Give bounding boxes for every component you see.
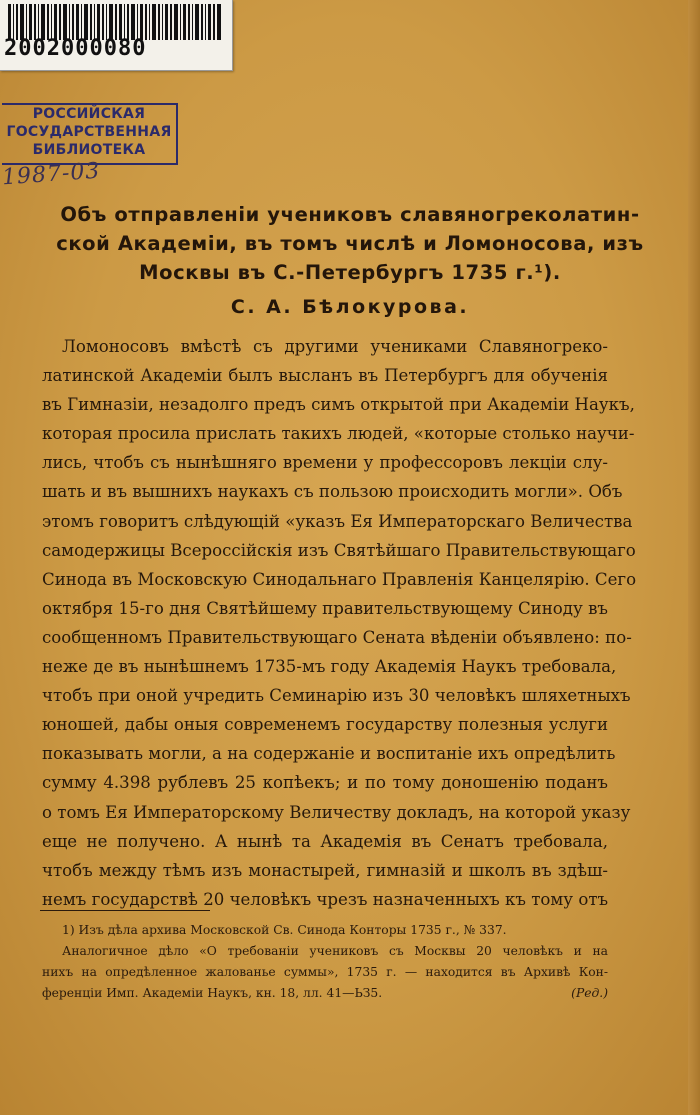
body-line: самодержицы Всероссійскія изъ Святѣйшаго Правительствующаго [42, 540, 636, 560]
barcode-number: 2002000080 [4, 36, 147, 61]
article-title [40, 200, 660, 287]
footnote-last-line [42, 983, 608, 1004]
barcode-icon [8, 4, 222, 40]
footnote-line: Аналогичное дѣло «О требованіи учениковъ съ Москвы 20 человѣкъ и на [62, 944, 608, 958]
body-line: шать и въ вышнихъ наукахъ съ пользою происходить могли». Объ [42, 482, 623, 502]
footnote-line: 1) Изъ дѣла архива Московской Св. Синода Конторы 1735 г., № 337. [62, 923, 507, 937]
body-line: еще не получено. А нынѣ та Академія въ Сенатъ требовала, [42, 831, 608, 851]
body-line: о томъ Ея Императорскому Величеству докладъ, на которой указу [42, 802, 631, 822]
body-line: чтобъ между тѣмъ изъ монастырей, гимназій и школъ въ здѣш- [42, 860, 608, 880]
page-edge [688, 0, 700, 1115]
library-stamp [2, 103, 178, 165]
body-line: которая просила прислать такихъ людей, «которые столько научи- [42, 424, 635, 444]
body-line: юношей, дабы оныя современемъ государству полезныя услуги [42, 715, 608, 735]
handwritten-note: 1987-03 [1, 158, 102, 191]
body-line: чтобъ при оной учредить Семинарію изъ 30 человѣкъ шляхетныхъ [42, 686, 631, 706]
body-line: сообщенномъ Правительствующаго Сената вѣденіи объявлено: по- [42, 627, 632, 647]
footnotes [42, 920, 608, 1004]
body-line: сумму 4.398 рублевъ 25 копѣекъ; и по тому доношенію поданъ [42, 773, 608, 793]
body-line: въ Гимназіи, незадолго предъ симъ открытой при Академіи Наукъ, [42, 395, 635, 415]
body-line: показывать могли, а на содержаніе и воспитаніе ихъ опредѣлить [42, 744, 616, 764]
body-line: немъ государствѣ 20 человѣкъ чрезъ назначенныхъ къ тому отъ [42, 889, 609, 909]
body-line: Ломоносовъ вмѣстѣ съ другими учениками Славяногреко- [62, 337, 608, 356]
stamp-line: РОССИЙСКАЯ [32, 106, 146, 122]
title-line: Объ отправленіи учениковъ славяногреколатин- [60, 203, 640, 226]
body-line: лись, чтобъ съ нынѣшняго времени у профессоровъ лекціи слу- [42, 453, 608, 473]
editor-note: (Ред.) [571, 986, 608, 1000]
footnote-line: нихъ на опредѣленное жалованье суммы», 1735 г. — находится въ Архивѣ Кон- [42, 965, 608, 979]
title-line: Москвы въ С.-Петербургъ 1735 г.¹). [139, 261, 561, 284]
body-line: латинской Академіи былъ высланъ въ Петербургъ для обученія [42, 366, 608, 386]
body-line: этомъ говоритъ слѣдующій «указъ Ея Императорскаго Величества [42, 511, 633, 531]
stamp-line: БИБЛИОТЕКА [32, 142, 146, 158]
body-line: Синода въ Московскую Синодальнаго Правленія Канцелярію. Сего [42, 569, 637, 589]
barcode-label [0, 0, 233, 71]
footnote-line: ференціи Имп. Академіи Наукъ, кн. 18, лл. 41—ЬЗ5. [42, 986, 383, 1000]
stamp-line: ГОСУДАРСТВЕННАЯ [6, 124, 172, 140]
body-line: неже де въ нынѣшнемъ 1735-мъ году Академія Наукъ требовала, [42, 657, 617, 677]
footnote-divider [40, 910, 210, 911]
title-line: ской Академіи, въ томъ числѣ и Ломоносова, изъ [56, 232, 644, 255]
body-line: октября 15-го дня Святѣйшему правительствующему Синоду въ [42, 598, 608, 618]
article-author: С. А. Бѣлокурова. [230, 296, 470, 318]
body-text [42, 332, 637, 914]
